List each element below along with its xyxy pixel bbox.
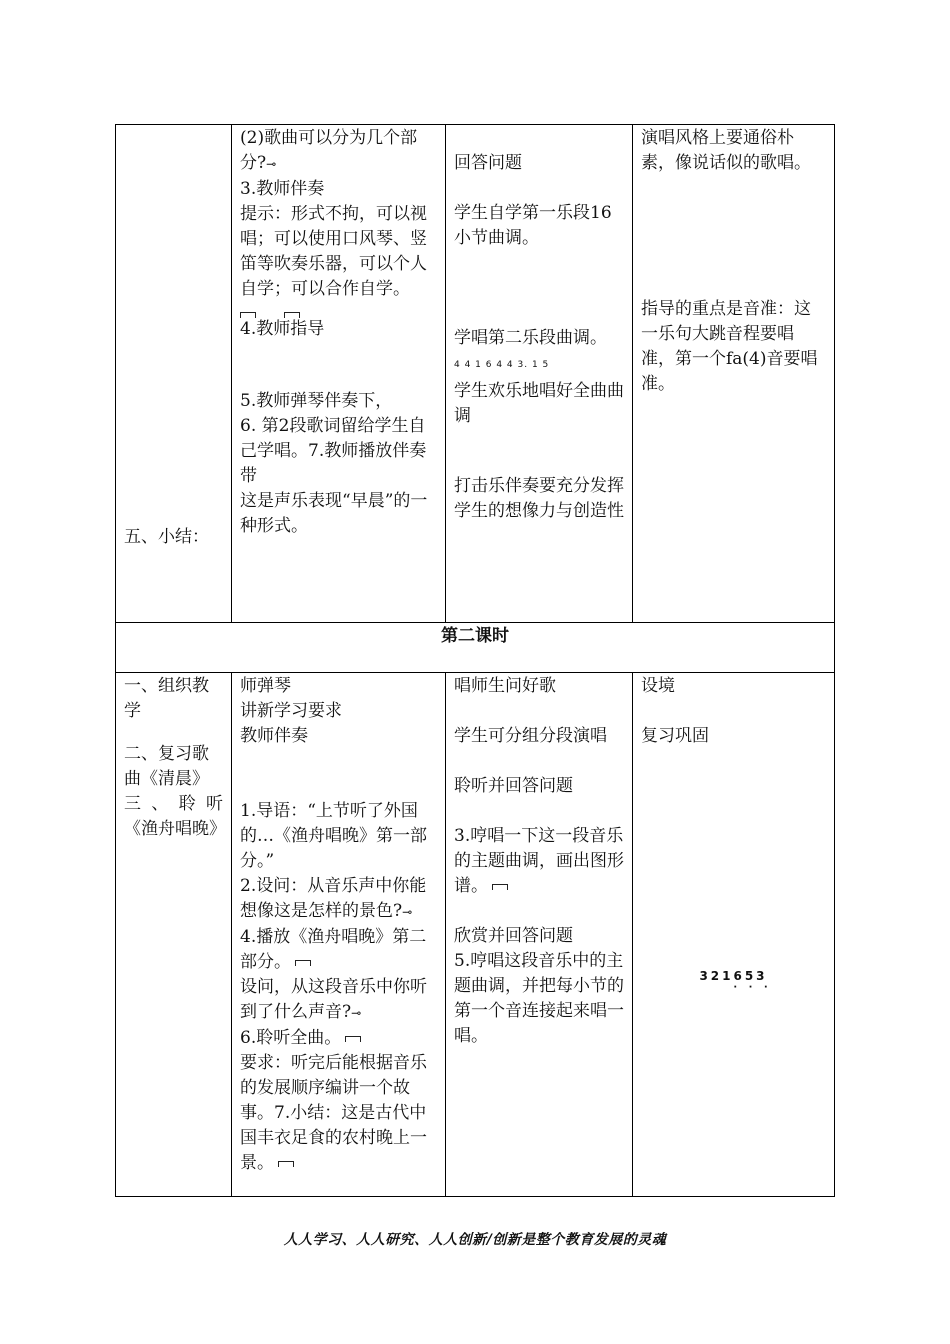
group-singing: 学生可分组分段演唱 bbox=[454, 726, 607, 746]
teacher-piano: 师弹琴 bbox=[240, 676, 291, 696]
teacher-activity-cell bbox=[232, 125, 446, 623]
requirement-text: 要求：听完后能根据音乐的发展顺序编讲一个故事。7.小结：这是古代中国丰衣足食的农村晚上一景。 bbox=[240, 1053, 427, 1173]
arc-mark bbox=[278, 1161, 294, 1167]
hum-connect: 5.哼唱这段音乐中的主题曲调，并把每小节的第一个音连接起来唱一唱。 bbox=[454, 951, 624, 1046]
teacher-guidance: 4.教师指导 bbox=[240, 319, 325, 339]
second-verse: 6. 第2段歌词留给学生自己学唱。7.教师播放伴奏带 bbox=[240, 416, 427, 486]
arc-mark bbox=[345, 1036, 361, 1042]
greeting-song: 唱师生问好歌 bbox=[454, 676, 556, 696]
play-second-part: 4.播放《渔舟唱晚》第二部分。 bbox=[240, 927, 427, 972]
step-listen: 三、聆听《渔舟唱晚》 bbox=[124, 794, 226, 839]
intro-text: 1.导语：“上节听了外国的…《渔舟唱晚》第一部分。” bbox=[240, 801, 427, 871]
listen-whole: 6.聆听全曲。 bbox=[240, 1026, 437, 1051]
question-parts: (2)歌曲可以分为几个部分?⊸ bbox=[240, 128, 418, 173]
stage-cell-2 bbox=[116, 673, 232, 1197]
section-header-row bbox=[116, 623, 835, 673]
self-study: 学生自学第一乐段16小节曲调。 bbox=[454, 203, 612, 248]
percussion-note: 打击乐伴奏要充分发挥学生的想像力与创造性 bbox=[454, 476, 624, 521]
step-organize: 一、组织教学 bbox=[124, 676, 209, 721]
summary-text: 这是声乐表现“早晨”的一种形式。 bbox=[240, 491, 428, 536]
step-review-song: 二、复习歌曲《清晨》 bbox=[124, 744, 209, 789]
answer-questions: 回答问题 bbox=[454, 153, 522, 173]
lesson-plan-table bbox=[115, 124, 835, 1197]
music-notation bbox=[454, 351, 624, 379]
summary-label: 五、小结： bbox=[124, 527, 209, 547]
enjoy-answer: 欣赏并回答问题 bbox=[454, 926, 573, 946]
first-lesson-row bbox=[116, 125, 835, 623]
theme-notes bbox=[641, 964, 826, 993]
guidance-focus: 指导的重点是音准：这一乐句大跳音程要唱准，第一个fa(4)音要唱准。 bbox=[641, 299, 818, 394]
teacher-accompany-2: 教师伴奏 bbox=[240, 726, 308, 746]
teacher-accompany: 3.教师伴奏 bbox=[240, 179, 325, 199]
footer-slogan: 人人学习、人人研究、人人创新/创新是整个教育发展的灵魂 bbox=[283, 1232, 667, 1248]
student-activity-cell bbox=[446, 125, 633, 623]
hum-theme: 3.哼唱一下这一段音乐的主题曲调，画出图形谱。 bbox=[454, 826, 624, 896]
ask-scenery: 2.设问：从音乐声中你能想像这是怎样的景色?⊸ bbox=[240, 876, 427, 921]
design-intent-cell bbox=[633, 125, 835, 623]
arc-mark bbox=[492, 884, 508, 890]
notation-text: 4 4 1 6 4 4 3. 1 5 bbox=[454, 360, 550, 370]
piano-accompany: 5.教师弹琴伴奏下， bbox=[240, 391, 393, 411]
section-title: 第二课时 bbox=[116, 623, 835, 673]
design-intent-cell-2 bbox=[633, 673, 835, 1197]
listen-answer: 聆听并回答问题 bbox=[454, 776, 573, 796]
sing-whole-song: 学生欢乐地唱好全曲曲调 bbox=[454, 381, 624, 426]
arc-mark bbox=[295, 960, 311, 966]
student-activity-cell-2 bbox=[446, 673, 633, 1197]
sing-second-section: 学唱第二乐段曲调。 bbox=[454, 328, 607, 348]
stage-cell bbox=[116, 125, 232, 623]
review-consolidate: 复习巩固 bbox=[641, 726, 709, 746]
singing-style: 演唱风格上要通俗朴素，像说话似的歌唱。 bbox=[641, 128, 811, 173]
second-lesson-row bbox=[116, 673, 835, 1197]
set-scene: 设境 bbox=[641, 676, 675, 696]
hint-mark: ⊸ bbox=[266, 157, 277, 171]
new-requirements: 讲新学习要求 bbox=[240, 701, 342, 721]
theme-digits: 321653 bbox=[699, 969, 768, 983]
ask-sound: 设问，从这段音乐中你听到了什么声音?⊸ bbox=[240, 977, 427, 1022]
study-tip: 提示：形式不拘，可以视唱；可以使用口风琴、竖笛等吹奏乐器，可以个人自学；可以合作自学。 bbox=[240, 204, 427, 299]
teacher-activity-cell-2 bbox=[232, 673, 446, 1197]
octave-dots: · · · bbox=[733, 982, 772, 993]
